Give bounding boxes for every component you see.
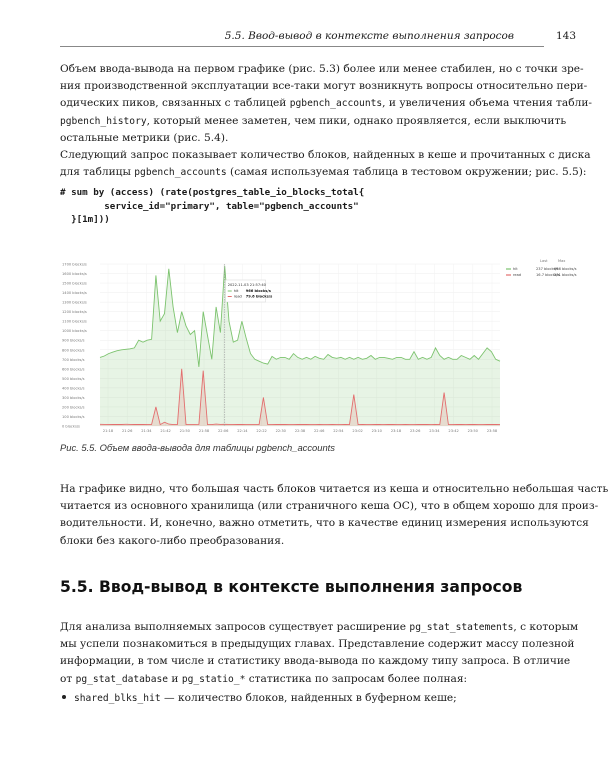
- x-tick-label: 22:30: [275, 429, 286, 433]
- y-tick-label: 700 blocks/s: [62, 357, 85, 362]
- tooltip-series-name: hit: [233, 289, 239, 293]
- x-tick-label: 21:50: [179, 429, 190, 433]
- y-tick-label: 200 blocks/s: [62, 405, 85, 410]
- running-header: [60, 30, 576, 47]
- y-tick-label: 1000 blocks/s: [62, 329, 87, 334]
- x-tick-label: 21:26: [122, 429, 133, 433]
- paragraph-line: остальные метрики (рис. 5.4).: [60, 131, 229, 144]
- x-tick-label: 23:02: [352, 429, 363, 433]
- paragraph-line: [60, 619, 579, 636]
- legend-header-last: Last: [540, 259, 548, 263]
- y-tick-label: 1200 blocks/s: [62, 310, 87, 315]
- paragraph-pg-stat-statements: [60, 619, 579, 688]
- text-fragment: , который менее заметен, чем пики, однако проявляется, если выключить: [146, 114, 567, 127]
- legend-entry-last: 16.7 blocks/s: [536, 273, 560, 277]
- y-tick-label: 1400 blocks/s: [62, 291, 87, 296]
- section-heading: 5.5. Ввод-вывод в контексте выполнения запросов: [60, 578, 523, 596]
- paragraph-chart-explanation: [60, 481, 608, 550]
- paragraph-line: информации, в том числе и статистику ввода-вывода по каждому типу запроса. В отличие: [60, 655, 571, 668]
- legend-entry-name: read: [513, 273, 522, 277]
- x-tick-label: 21:58: [198, 429, 210, 433]
- y-tick-label: 1700 blocks/s: [62, 262, 87, 267]
- x-tick-label: 22:54: [333, 429, 344, 433]
- code-line: }[1m])): [60, 214, 110, 226]
- io-line-chart: [60, 256, 577, 436]
- y-tick-label: 1600 blocks/s: [62, 272, 87, 277]
- x-tick-label: 23:10: [371, 429, 382, 433]
- text-fragment: статистика по запросам более полная:: [245, 672, 468, 685]
- paragraph-line: Следующий запрос показывает количество блоков, найденных в кеше и прочитанных с диска: [60, 149, 591, 161]
- legend-header-max: Max: [558, 259, 566, 263]
- x-tick-label: 23:50: [467, 429, 478, 433]
- inline-code: pg_stat_statements: [409, 622, 514, 633]
- inline-code: pg_statio_*: [181, 673, 246, 685]
- x-tick-label: 23:26: [410, 429, 421, 433]
- bullet-text: — количество блоков, найденных в буферном кеше;: [160, 692, 457, 704]
- text-fragment: для таблицы: [60, 166, 135, 179]
- page-number: 143: [555, 30, 576, 42]
- text-fragment: (самая используемая таблица в тестовом окружении; рис. 5.5):: [226, 166, 587, 179]
- inline-code: pgbench_accounts: [289, 98, 383, 110]
- paragraph-line: [60, 113, 567, 130]
- legend-entry-name: hit: [513, 267, 518, 271]
- bullet-list-item: [62, 690, 457, 707]
- x-tick-label: 22:06: [218, 429, 229, 433]
- x-tick-label: 23:42: [448, 429, 459, 433]
- tooltip-time: 2022-11-03 21:57:40: [227, 283, 266, 287]
- y-tick-label: 600 blocks/s: [62, 367, 85, 372]
- text-fragment: , и увеличения объема чтения табли-: [382, 97, 592, 110]
- legend-entry-max: 291 blocks/s: [554, 273, 577, 277]
- x-axis-ticks: [103, 429, 498, 433]
- tooltip-series-value: 79.6 blocks/s: [245, 294, 273, 299]
- tooltip-series-value: 966 blocks/s: [245, 289, 271, 293]
- paragraph-query-intro: [60, 147, 591, 181]
- paragraph-line: На графике видно, что большая часть блоков читается из кеша и относительно небольшая часть: [60, 483, 608, 495]
- running-title: 5.5. Ввод-вывод в контексте выполнения запросов: [224, 30, 514, 42]
- y-tick-label: 0 blocks/s: [62, 424, 80, 429]
- x-tick-label: 22:38: [294, 429, 306, 433]
- paragraph-line: водительности. И, конечно, важно отметить, что в качестве единиц измерения используются: [60, 517, 589, 530]
- x-tick-label: 21:42: [160, 429, 171, 433]
- paragraph-line: [60, 164, 587, 181]
- promql-code-block: [60, 186, 364, 227]
- inline-code: pg_stat_database: [75, 673, 169, 685]
- paragraph-line: Объем ввода-вывода на первом графике (рис. 5.3) более или менее стабилен, но с точки зре-: [60, 63, 584, 75]
- tooltip-series-name: read: [233, 294, 242, 299]
- text-fragment: и: [168, 672, 182, 685]
- code-line: service_id="primary", table="pgbench_accounts": [60, 200, 359, 212]
- paragraph-io-stability: [60, 61, 592, 147]
- legend-entry-max: 966 blocks/s: [554, 267, 577, 271]
- y-tick-label: 500 blocks/s: [62, 376, 85, 381]
- inline-code: pgbench_accounts: [134, 167, 227, 179]
- y-tick-label: 300 blocks/s: [62, 395, 85, 400]
- x-tick-label: 23:58: [486, 429, 498, 433]
- paragraph-line: [60, 95, 592, 112]
- y-tick-label: 100 blocks/s: [62, 414, 85, 419]
- inline-code: pgbench_history: [60, 115, 147, 127]
- x-tick-label: 21:34: [141, 429, 152, 433]
- x-tick-label: 22:14: [237, 429, 248, 433]
- text-fragment: , с которым: [513, 621, 579, 633]
- x-tick-label: 22:22: [256, 429, 267, 433]
- y-tick-label: 1300 blocks/s: [62, 300, 87, 305]
- y-tick-label: 1100 blocks/s: [62, 319, 87, 324]
- figure-caption: Рис. 5.5. Объем ввода-вывода для таблицы pgbench_accounts: [60, 442, 335, 453]
- y-tick-label: 400 blocks/s: [62, 386, 85, 391]
- code-line: # sum by (access) (rate(postgres_table_io_blocks_total{: [60, 187, 365, 198]
- inline-code: shared_blks_hit: [74, 693, 161, 704]
- y-tick-label: 1500 blocks/s: [62, 281, 87, 286]
- bullet-icon: [62, 695, 66, 699]
- paragraph-line: читается из основного хранилища (или страничного кеша ОС), что в общем хорошо для произ-: [60, 500, 599, 513]
- x-tick-label: 23:34: [429, 429, 440, 433]
- io-chart-figure: [60, 256, 577, 436]
- paragraph-line: блоки без какого-либо преобразования.: [60, 534, 285, 547]
- paragraph-line: мы успели познакомиться в предыдущих главах. Представление содержит массу полезной: [60, 638, 575, 651]
- y-tick-label: 800 blocks/s: [62, 348, 85, 353]
- paragraph-line: [60, 671, 514, 688]
- text-fragment: от: [60, 672, 76, 685]
- x-tick-label: 22:46: [314, 429, 325, 433]
- text-fragment: Для анализа выполняемых запросов существует расширение: [60, 621, 410, 633]
- x-tick-label: 23:18: [390, 429, 402, 433]
- x-tick-label: 21:18: [102, 429, 114, 433]
- legend-entry-last: 237 blocks/s: [536, 267, 559, 271]
- y-tick-label: 900 blocks/s: [62, 338, 85, 343]
- text-fragment: одических пиков, связанных с таблицей: [60, 97, 290, 110]
- paragraph-line: ния производственной эксплуатации все-таки могут возникнуть вопросы относительно пери-: [60, 80, 588, 93]
